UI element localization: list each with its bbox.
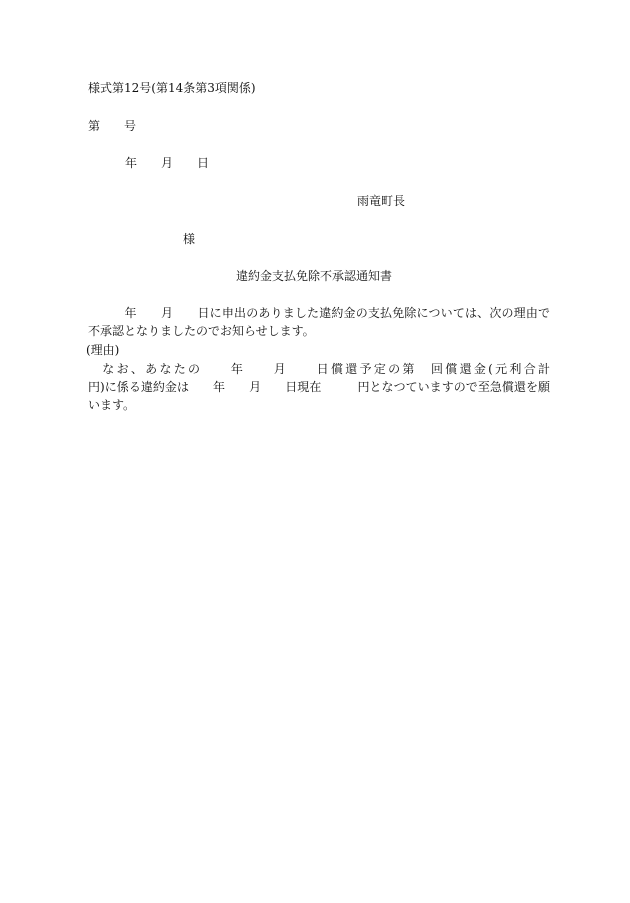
issuer-name: 雨竜町長 (357, 194, 406, 208)
date-line: 年 月 日 (125, 156, 210, 170)
reason-paragraph: なお、あなたの 年 月 日償還予定の第 回償還金(元利合計 円)に係る違約金は 年 月 日現在 円となつていますので至急償還を願います。 (88, 362, 611, 412)
reason-heading: (理由) (86, 343, 120, 357)
document-number: 第 号 (88, 119, 137, 133)
form-number: 様式第12号(第14条第3項関係) (88, 81, 256, 95)
body-intro-paragraph: 年 月 日に申出のありました違約金の支払免除については、次の理由で不承認となりましたのでお知らせします。 (88, 306, 550, 338)
addressee-honorific: 様 (183, 232, 196, 246)
document-title: 違約金支払免除不承認通知書 (236, 269, 393, 283)
